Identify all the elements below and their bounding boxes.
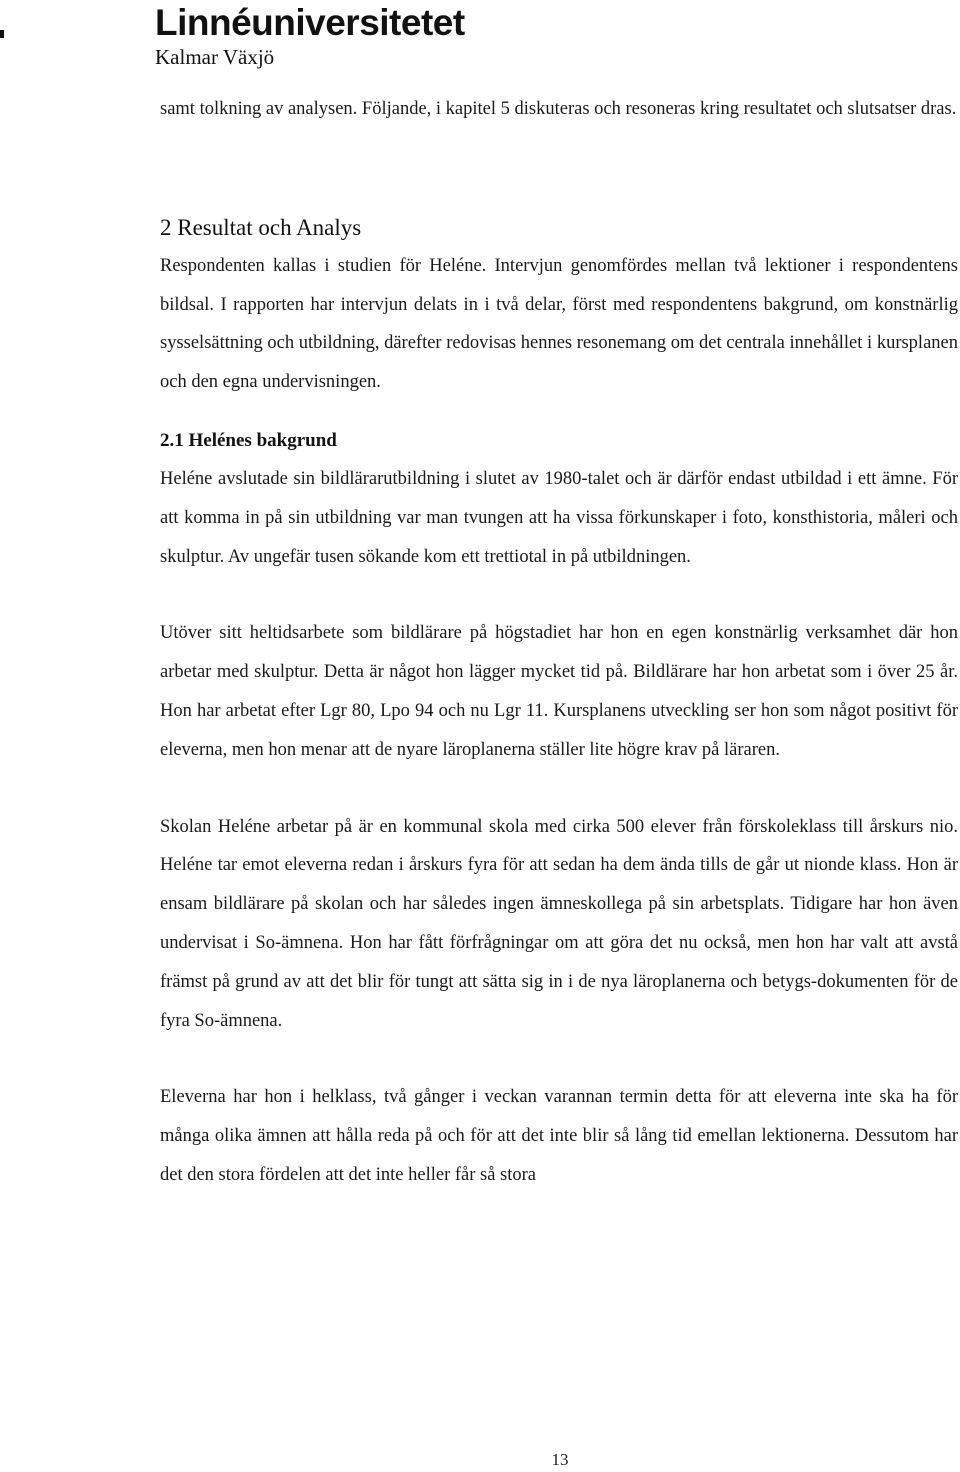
margin-mark	[0, 30, 4, 38]
page-number: 13	[551, 1450, 569, 1469]
logo-name: Linnéuniversitetet	[155, 2, 465, 43]
paragraph-school: Skolan Heléne arbetar på är en kommunal skola med cirka 500 elever från förskoleklass till årskurs nio. Heléne tar emot eleverna redan i årskurs fyra för att sedan ha dem ända tills de går ut nionde klass. Hon är ensam bildlärare på skolan och har således ingen ämneskollega på sin arbetsplats. Tidigare har hon även undervisat i So-ämnena. Hon har fått förfrågningar om att göra det nu också, men hon har valt att avstå främst på grund av att det blir för tungt att sätta sig in i de nya läroplanerna och betygs-dokumenten för de fyra So-ämnena.	[160, 816, 958, 1031]
document-body	[160, 90, 958, 1195]
logo-city: Kalmar Växjö	[155, 45, 275, 69]
paragraph-education: Heléne avslutade sin bildlärarutbildning i slutet av 1980-talet och är därför endast utbildad i ett ämne. För att komma in på sin utbildning var man tvungen att ha vissa förkunskaper i foto, konsthistoria, måleri och skulptur. Av ungefär tusen sökande kom ett trettiotal in på utbildningen.	[160, 468, 958, 567]
paragraph-work: Utöver sitt heltidsarbete som bildlärare på högstadiet har hon en egen konstnärlig verksamhet där hon arbetar med skulptur. Detta är något hon lägger mycket tid på. Bildlärare har hon arbetat som i över 25 år. Hon har arbetat efter Lgr 80, Lpo 94 och nu Lgr 11. Kursplanens utveckling ser hon som något positivt för eleverna, men hon menar att de nyare läroplanerna ställer lite högre krav på läraren.	[160, 623, 958, 760]
paragraph-intro: samt tolkning av analysen. Följande, i kapitel 5 diskuteras och resoneras kring resultatet och slutsatser dras.	[160, 99, 957, 119]
page-header	[0, 0, 960, 80]
section-heading: 2 Resultat och Analys	[160, 214, 362, 240]
university-logo	[155, 2, 465, 70]
subsection-heading: 2.1 Helénes bakgrund	[160, 429, 337, 451]
paragraph-classes: Eleverna har hon i helklass, två gånger i veckan varannan termin detta för att eleverna inte ska ha för många olika ämnen att hålla reda på och för att det inte blir så lång tid emellan lektionerna. Dessutom har det den stora fördelen att det inte heller får så stora	[160, 1087, 958, 1185]
paragraph-respondent: Respondenten kallas i studien för Heléne. Intervjun genomfördes mellan två lektioner i respondentens bildsal. I rapporten har intervjun delats in i två delar, först med respondentens bakgrund, om konstnärlig sysselsättning och utbildning, därefter redovisas hennes resonemang om det centrala innehållet i kursplanen och den egna undervisningen.	[160, 255, 958, 393]
